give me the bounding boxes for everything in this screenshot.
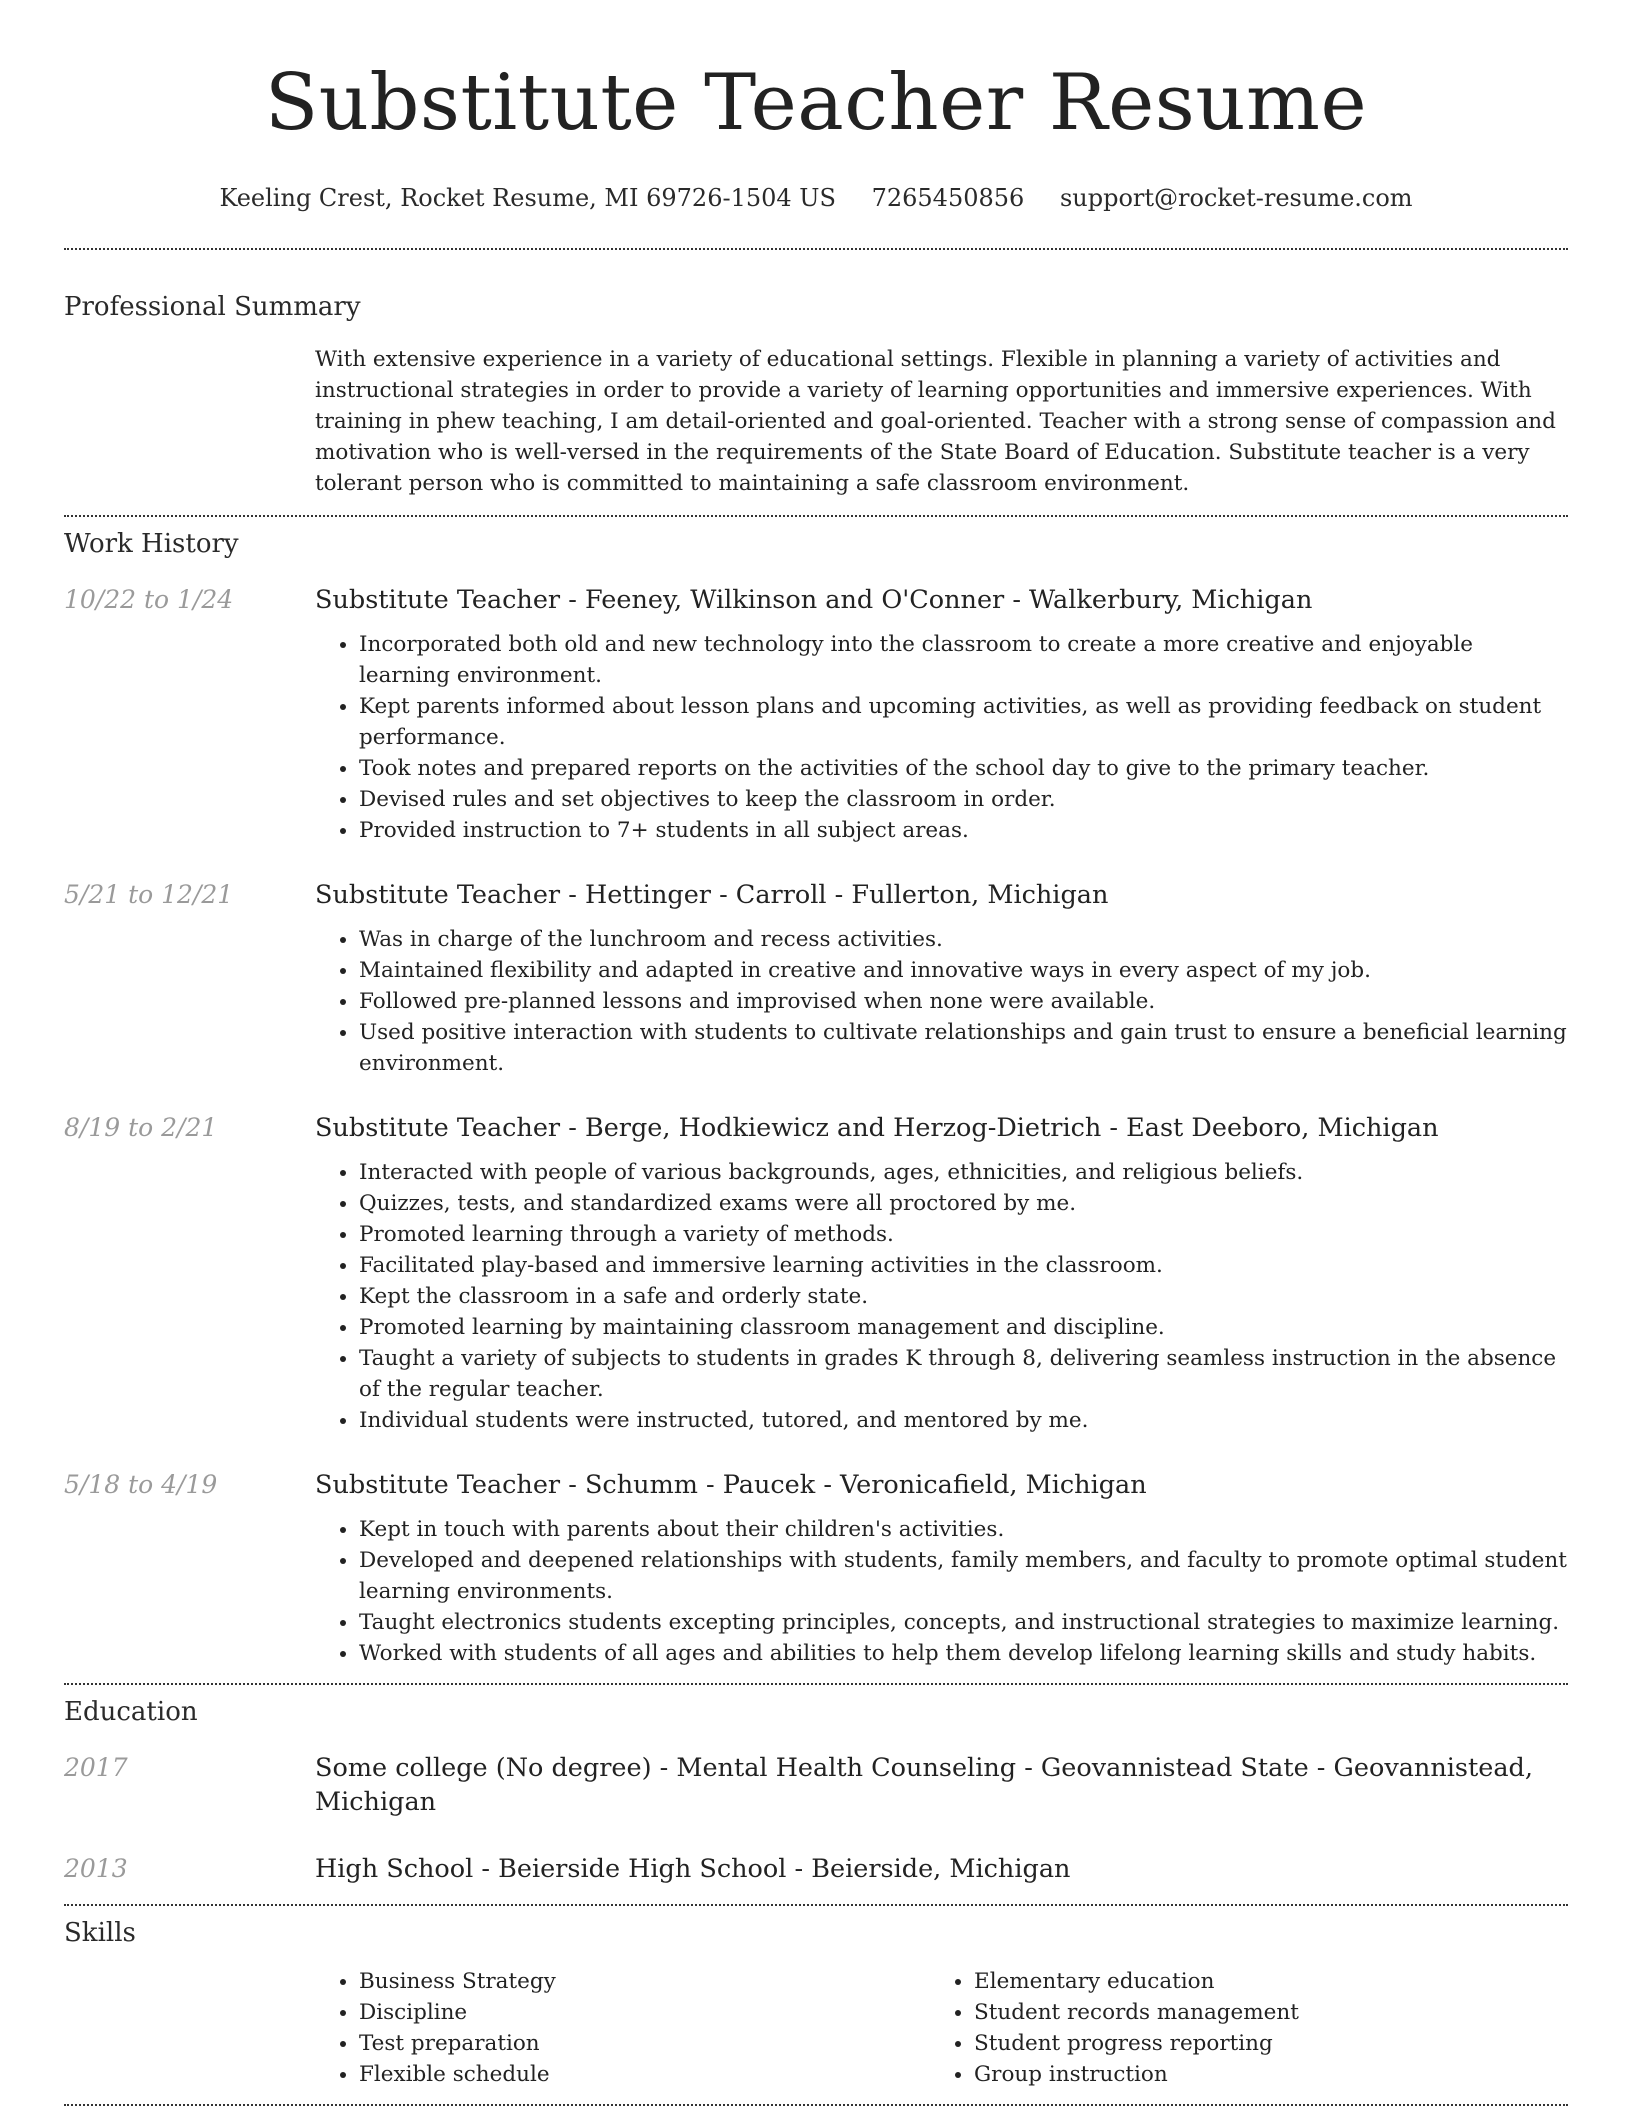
list-item: • Maintained flexibility and adapted in creative and innovative ways in every aspect of my job. bbox=[359, 955, 1568, 986]
contact-address: Keeling Crest, Rocket Resume, MI 69726-1504 US bbox=[219, 184, 836, 212]
list-item: • Promoted learning by maintaining classroom management and discipline. bbox=[359, 1312, 1568, 1343]
education-section bbox=[64, 1695, 1568, 1886]
list-item: • Student records management bbox=[974, 1997, 1545, 2028]
contact-email: support@rocket-resume.com bbox=[1059, 184, 1413, 212]
list-item: • Quizzes, tests, and standardized exams were all proctored by me. bbox=[359, 1188, 1568, 1219]
job-details: - Feeney, Wilkinson and O'Conner - Walkerbury, Michigan bbox=[560, 585, 1313, 615]
education-degree: Some college (No degree) - Mental Health Counseling bbox=[315, 1753, 1017, 1783]
job-dates: 5/18 to 4/19 bbox=[64, 1470, 218, 1499]
skills-section bbox=[64, 1916, 1568, 2090]
job-heading bbox=[315, 583, 1568, 617]
list-item: • Kept the classroom in a safe and orderly state. bbox=[359, 1281, 1568, 1312]
list-item: • Taught a variety of subjects to students in grades K through 8, delivering seamless instruction in the absence of the regular teacher. bbox=[359, 1343, 1568, 1405]
list-item: • Discipline bbox=[359, 1997, 930, 2028]
list-item: • Promoted learning through a variety of methods. bbox=[359, 1219, 1568, 1250]
list-item: • Interacted with people of various backgrounds, ages, ethnicities, and religious beliefs. bbox=[359, 1157, 1568, 1188]
job-title: Substitute Teacher bbox=[315, 1470, 561, 1500]
job-entry bbox=[64, 1468, 1568, 1669]
job-entry bbox=[64, 1111, 1568, 1436]
list-item: • Incorporated both old and new technology into the classroom to create a more creative and enjoyable learning environment. bbox=[359, 629, 1568, 691]
list-item: • Flexible schedule bbox=[359, 2059, 930, 2090]
education-heading-line bbox=[315, 1852, 1568, 1886]
education-entry bbox=[64, 1852, 1568, 1886]
list-item: • Facilitated play-based and immersive learning activities in the classroom. bbox=[359, 1250, 1568, 1281]
job-bullets bbox=[315, 1157, 1568, 1436]
list-item: • Group instruction bbox=[974, 2059, 1545, 2090]
education-year: 2017 bbox=[64, 1753, 128, 1782]
divider bbox=[64, 2104, 1568, 2106]
job-bullets bbox=[315, 1514, 1568, 1669]
contact-phone: 7265450856 bbox=[871, 184, 1025, 212]
list-item: • Student progress reporting bbox=[974, 2028, 1545, 2059]
education-degree: High School bbox=[315, 1854, 474, 1884]
list-item: • Individual students were instructed, tutored, and mentored by me. bbox=[359, 1405, 1568, 1436]
job-entry bbox=[64, 583, 1568, 846]
skills-heading: Skills bbox=[64, 1918, 136, 1948]
divider bbox=[64, 1683, 1568, 1685]
job-dates: 5/21 to 12/21 bbox=[64, 880, 234, 909]
list-item: • Test preparation bbox=[359, 2028, 930, 2059]
list-item: • Used positive interaction with students to cultivate relationships and gain trust to ensure a beneficial learning environment. bbox=[359, 1017, 1568, 1079]
divider bbox=[64, 1904, 1568, 1906]
summary-text: With extensive experience in a variety of educational settings. Flexible in planning a variety of activities and instructional strategies in order to provide a variety of learning opportunities and immersive experiences. With training in phew teaching, I am detail-oriented and goal-oriented. Teacher with a strong sense of compassion and motivation who is well-versed in the requirements of the State Board of Education. Substitute teacher is a very tolerant person who is committed to maintaining a safe classroom environment. bbox=[315, 347, 1556, 496]
job-title: Substitute Teacher bbox=[315, 1113, 561, 1143]
skills-columns bbox=[315, 1966, 1568, 2090]
list-item: • Provided instruction to 7+ students in all subject areas. bbox=[359, 815, 1568, 846]
contact-line bbox=[64, 183, 1568, 213]
job-entry bbox=[64, 878, 1568, 1079]
list-item: • Business Strategy bbox=[359, 1966, 930, 1997]
education-year: 2013 bbox=[64, 1854, 128, 1883]
education-heading: Education bbox=[64, 1697, 198, 1727]
job-dates: 10/22 to 1/24 bbox=[64, 585, 234, 614]
list-item: • Developed and deepened relationships with students, family members, and faculty to promote optimal student learning environments. bbox=[359, 1545, 1568, 1607]
job-heading bbox=[315, 1111, 1568, 1145]
education-details: - Geovannistead State - Geovannistead, Michigan bbox=[315, 1753, 1533, 1817]
list-item: • Worked with students of all ages and abilities to help them develop lifelong learning skills and study habits. bbox=[359, 1638, 1568, 1669]
divider bbox=[64, 248, 1568, 250]
job-bullets bbox=[315, 924, 1568, 1079]
list-item: • Kept parents informed about lesson plans and upcoming activities, as well as providing feedback on student performance. bbox=[359, 691, 1568, 753]
education-heading-line bbox=[315, 1751, 1568, 1819]
job-details: - Hettinger - Carroll - Fullerton, Michigan bbox=[560, 880, 1109, 910]
job-details: - Berge, Hodkiewicz and Herzog-Dietrich - East Deeboro, Michigan bbox=[560, 1113, 1439, 1143]
list-item: • Elementary education bbox=[974, 1966, 1545, 1997]
job-title: Substitute Teacher bbox=[315, 880, 561, 910]
list-item: • Taught electronics students excepting principles, concepts, and instructional strategies to maximize learning. bbox=[359, 1607, 1568, 1638]
education-entry bbox=[64, 1751, 1568, 1819]
summary-heading: Professional Summary bbox=[64, 292, 361, 322]
skills-list-left bbox=[315, 1966, 930, 2090]
job-heading bbox=[315, 878, 1568, 912]
summary-section bbox=[64, 290, 1568, 499]
list-item: • Took notes and prepared reports on the activities of the school day to give to the primary teacher. bbox=[359, 753, 1568, 784]
skills-list-right bbox=[930, 1966, 1545, 2090]
job-dates: 8/19 to 2/21 bbox=[64, 1113, 218, 1142]
divider bbox=[64, 515, 1568, 517]
list-item: • Was in charge of the lunchroom and recess activities. bbox=[359, 924, 1568, 955]
work-history-heading: Work History bbox=[64, 529, 239, 559]
education-details: - Beierside High School - Beierside, Michigan bbox=[473, 1854, 1071, 1884]
page-title: Substitute Teacher Resume bbox=[264, 58, 1368, 148]
job-details: - Schumm - Paucek - Veronicafield, Michigan bbox=[560, 1470, 1147, 1500]
work-history-section bbox=[64, 527, 1568, 1669]
list-item: • Kept in touch with parents about their children's activities. bbox=[359, 1514, 1568, 1545]
list-item: • Followed pre-planned lessons and improvised when none were available. bbox=[359, 986, 1568, 1017]
job-bullets bbox=[315, 629, 1568, 846]
job-title: Substitute Teacher bbox=[315, 585, 561, 615]
job-heading bbox=[315, 1468, 1568, 1502]
list-item: • Devised rules and set objectives to keep the classroom in order. bbox=[359, 784, 1568, 815]
